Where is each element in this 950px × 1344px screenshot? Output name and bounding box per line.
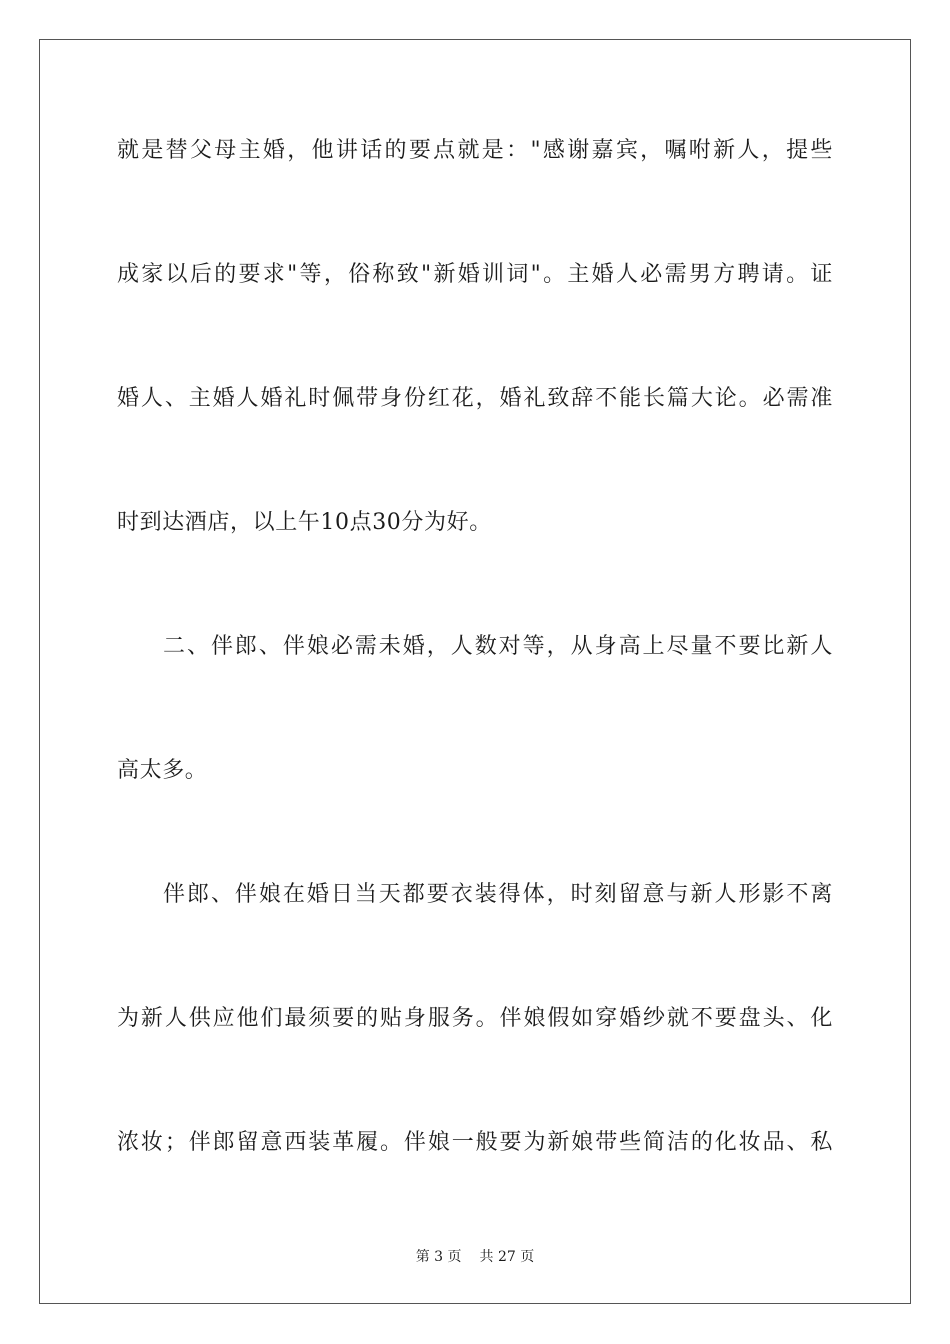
page-border (39, 39, 911, 1304)
text-line: 二、伴郎、伴娘必需未婚，人数对等，从身高上尽量不要比新人 (163, 634, 833, 659)
text-line: 高太多。 (117, 758, 208, 783)
text-line: 婚人、主婚人婚礼时佩带身份红花，婚礼致辞不能长篇大论。必需准 (117, 386, 833, 411)
page-footer (0, 1248, 950, 1266)
page-total: 共 27 页 (479, 1249, 535, 1265)
text-line: 时到达酒店，以上午10点30分为好。 (117, 510, 492, 535)
text-line: 成家以后的要求"等，俗称致"新婚训词"。主婚人必需男方聘请。证 (117, 262, 833, 287)
text-line: 就是替父母主婚，他讲话的要点就是："感谢嘉宾，嘱咐新人，提些 (117, 138, 833, 163)
text-line: 浓妆；伴郎留意西装革履。伴娘一般要为新娘带些简洁的化妆品、私 (117, 1130, 833, 1155)
text-line: 伴郎、伴娘在婚日当天都要衣装得体，时刻留意与新人形影不离 (163, 882, 833, 907)
text-line: 为新人供应他们最须要的贴身服务。伴娘假如穿婚纱就不要盘头、化 (117, 1006, 833, 1031)
page-number: 第 3 页 (415, 1249, 462, 1265)
